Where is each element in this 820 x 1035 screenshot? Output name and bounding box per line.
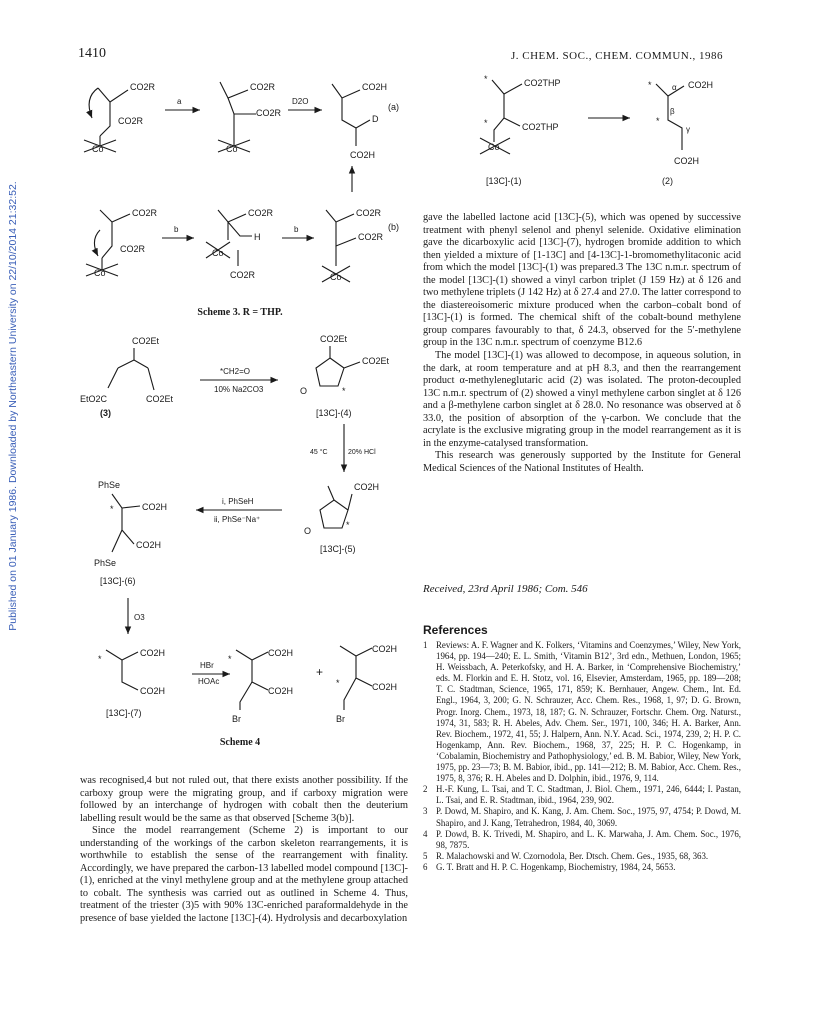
scheme3-label-a: (a) [388,102,399,112]
svg-text:*: * [484,118,488,128]
svg-text:CO2R: CO2R [120,244,146,254]
right-column-text [423,212,741,475]
svg-text:CO2H: CO2H [268,648,294,658]
svg-text:*: * [336,678,340,688]
svg-text:CO2THP: CO2THP [524,78,561,88]
svg-text:CO2H: CO2H [688,80,714,90]
svg-text:CO2R: CO2R [358,232,384,242]
compound-2 [648,80,713,186]
svg-text:CO2R: CO2R [256,108,282,118]
compound-13c-7 [98,648,165,718]
paragraph: was recognised,4 but not ruled out, that there exists another possibility. If the carboxy group were the migrating group, and if carboxy migration were followed by an interchange of hydrogen with cobalt then the deuterium labelling result would be the same as that observed [Scheme 3(b)]. [80,775,408,824]
svg-text:Co: Co [330,272,342,282]
left-column-text [80,775,408,926]
top-right-scheme [470,68,740,198]
svg-text:*: * [648,80,652,90]
reference: 1 Reviews: A. F. Wagner and K. Folkers, ‘Vitamins and Coenzymes,’ Wiley, New York, 1964, pp. 194—240; E. L. Smith, ‘Vitamin B12’, 3rd edn., Methuen, London, 1965; H. Weissbach, A. Peterkofsky, and H. A. Barker, in ‘Comprehensive Biochemistry,’ eds. M. Florkin and E. H. Stotz, vol. 16, Elsevier, Amsterdam, 1965, pp. 189—208; T. C. Stadtman, Science, 1965, 171, 859; K. Bernhauer, Angew. Chem., Int. Ed. Engl., 1964, 3, 200; G. N. Schrauzer, Acc. Chem. Res., 1968, 1, 97; D. G. Brown, Progr. Inorg. Chem., 1973, 18, 187; G. N. Schrauzer, Fortschr. Chem. Org. Naturst., 1974, 31, 583; R. H. Abeles, Adv. Chem. Ser., 1971, 100, 346; H. A. Barker, Ann. Rev. Biochem., 1972, 41, 55; J. Halpern, Ann. N.Y. Acad. Sci., 1974, 239, 2; H. P. C. Hogenkamp, Ann. Rev. Biochem., 1968, 37, 225; H. P. C. Hogenkamp, in ‘Cobalamin, Biochemistry and Pathophysiology,’ ed. B. M. Babior, Wiley, New York, 1975, pp. 23—73; B. M. Babior, ibid., pp. 141—212; B. M. Babior, Acc. Chem. Res., 1975, 8, 376; R. H. Abeles and D. Dolphin, ibid., 1976, 9, 114. [423,640,741,784]
reagent-45c: 45 °C [310,449,328,456]
reference: 5 R. Malachowski and W. Czornodola, Ber. Dtsch. Chem. Ges., 1935, 68, 363. [423,850,709,861]
page-number: 1410 [78,46,106,61]
scheme4-caption: Scheme 4 [219,737,261,748]
scheme3-arrow-b1: b [174,225,179,234]
svg-text:Co: Co [212,248,224,258]
svg-text:PhSe: PhSe [94,558,117,568]
svg-text:CO2H: CO2H [354,482,380,492]
svg-text:Br: Br [336,714,345,724]
svg-text:Co: Co [94,268,106,278]
scheme-4 [72,330,417,730]
svg-text:*: * [484,74,488,84]
scheme3-caption: Scheme 3. R = THP. [197,307,283,318]
svg-text:*: * [228,654,232,664]
scheme3-a-product [332,82,387,160]
svg-text:CO2R: CO2R [250,82,276,92]
scheme-3 [70,70,415,295]
svg-text:CO2R: CO2R [118,116,144,126]
journal-header: J. CHEM. SOC., CHEM. COMMUN., 1986 [511,50,723,62]
svg-text:H: H [254,232,261,242]
svg-text:PhSe: PhSe [98,480,121,490]
svg-text:β: β [670,107,675,116]
reagent-hoac: HOAc [198,677,220,686]
svg-text:CO2Et: CO2Et [320,334,348,344]
svg-text:*: * [656,116,660,126]
svg-text:*: * [342,386,346,396]
reagent-phseh: i, PhSeH [222,497,254,506]
svg-text:[13C]-(1): [13C]-(1) [486,176,522,186]
svg-text:*: * [346,520,350,530]
reagent-o3: O3 [134,613,145,622]
svg-text:D: D [372,114,379,124]
svg-text:O: O [300,386,308,396]
compound-13c-1 [480,74,561,186]
svg-text:*: * [110,504,114,514]
svg-text:CO2H: CO2H [350,150,376,160]
plus-sign: + [316,665,324,679]
svg-text:[13C]-(6): [13C]-(6) [100,576,136,586]
compound-13c-4 [300,334,390,418]
scheme3-b-product [322,208,384,282]
svg-text:CO2R: CO2R [132,208,158,218]
svg-text:α: α [672,83,677,92]
svg-text:CO2H: CO2H [372,682,398,692]
scheme3-b-start [86,208,158,278]
reference: 3 P. Dowd, M. Shapiro, and K. Kang, J. Am. Chem. Soc., 1975, 97, 4754; P. Dowd, M. Shapiro, and J. Kang, Tetrahedron, 1984, 40, 3069. [423,806,741,828]
svg-text:CO2H: CO2H [142,502,168,512]
svg-text:CO2Et: CO2Et [132,336,160,346]
reagent-phsena: ii, PhSe⁻Na⁺ [214,515,261,524]
reference: 6 G. T. Bratt and H. P. C. Hogenkamp, Biochemistry, 1984, 24, 5653. [423,861,676,872]
svg-text:CO2R: CO2R [356,208,382,218]
reagent-hcl: 20% HCl [348,449,376,456]
bromide-product-2 [336,644,397,724]
svg-text:CO2H: CO2H [362,82,388,92]
compound-3 [80,336,174,418]
svg-text:CO2R: CO2R [230,270,256,280]
svg-text:Co: Co [92,144,104,154]
paragraph: gave the labelled lactone acid [13C]-(5), which was opened by successive treatment with phenyl selenol and phenyl selenide. Oxidative elimination gave the dicarboxylic acid [13C]-(7), hydrogen bromide addition to which then yielded a mixture of [1-13C] and [4-13C]-1-bromomethylitaconic acid from which the model [13C]-(1) was prepared.3 The 13C n.m.r. spectrum of the model [13C]-(1) showed a vinyl carbon triplet (J 159 Hz) at δ 126 and two methylene triplets (J 142 Hz) at δ 27.4 and 27.0. The latter correspond to the diastereoisomeric mixture produced when the carbon–cobalt bond of [13C]-(1) is formed. The chemical shift of the cobalt-bound methylene group compares favourably to that, δ 24.3, observed for the 5′-methylene group in the 13C n.m.r. spectrum of coenzyme B12.6 [423,212,741,349]
received-line: Received, 23rd April 1986; Com. 546 [423,583,588,595]
references-list [423,640,741,873]
svg-text:(3): (3) [100,408,111,418]
scheme3-arrow-a: a [177,97,182,106]
paragraph: This research was generously supported by the Institute for General Medical Sciences of the National Institutes of Health. [423,450,741,474]
reagent-ch2o: *CH2=O [220,367,251,376]
svg-text:CO2H: CO2H [140,648,166,658]
svg-text:CO2H: CO2H [140,686,166,696]
scheme3-d2o: D2O [292,97,309,106]
reagent-na2co3: 10% Na2CO3 [214,385,264,394]
svg-text:γ: γ [686,125,690,134]
svg-text:CO2R: CO2R [130,82,156,92]
scheme3-b-intermediate [206,208,274,280]
bromide-product-1 [228,648,293,724]
svg-text:Co: Co [488,142,500,152]
svg-text:CO2THP: CO2THP [522,122,559,132]
scheme3-a-intermediate [218,82,282,154]
svg-text:CO2Et: CO2Et [362,356,390,366]
reference: 2 H.-F. Kung, L. Tsai, and T. C. Stadtman, J. Biol. Chem., 1971, 246, 6444; I. Pastan, L. Tsai, and E. R. Stadtman, ibid., 1964, 239, 902. [423,784,741,806]
reagent-hbr: HBr [200,661,214,670]
paragraph: Since the model rearrangement (Scheme 2) is important to our understanding of the workings of the carbon skeleton rearrangements, it is worthwhile to establish the sense of the rearrangement with finality. Accordingly, we have prepared the carbon-13 labelled model compound [13C]-(1), enriched at the vinyl methylene group and at the methylene group attached to cobalt. The synthesis was carried out as outlined in Scheme 4. Thus, treatment of the triester (3)5 with 90% 13C-enriched paraformaldehyde in the presence of base yielded the lactone [13C]-(4). Hydrolysis and decarboxylation [80,825,408,925]
svg-text:Br: Br [232,714,241,724]
svg-text:Co: Co [226,144,238,154]
compound-13c-6 [94,480,167,586]
download-watermark: Published on 01 January 1986. Downloaded by Northeastern University on 22/10/2014 21:32:52. [7,181,19,631]
svg-text:(2): (2) [662,176,673,186]
svg-text:CO2Et: CO2Et [146,394,174,404]
scheme3-a-start [84,82,156,154]
svg-text:EtO2C: EtO2C [80,394,108,404]
svg-text:CO2H: CO2H [674,156,700,166]
svg-text:[13C]-(7): [13C]-(7) [106,708,142,718]
scheme3-arrow-b2: b [294,225,299,234]
reference: 4 P. Dowd, B. K. Trivedi, M. Shapiro, and L. K. Marwaha, J. Am. Chem. Soc., 1976, 98, 7875. [423,828,741,850]
paragraph: The model [13C]-(1) was allowed to decompose, in aqueous solution, in the dark, at room temperature and at pH 8.3, and then the rearrangement product α-methyleneglutaric acid (2) was isolated. The proton-decoupled 13C n.m.r. spectrum of (2) showed a vinyl methylene carbon singlet at δ 126 and a β-methylene carbon singlet at δ 28.0. No resonance was observed at δ 33.0, the position of absorption of the γ-carbon. We conclude that the acrylate is the exclusive migrating group in the model rearrangement as it is in the enzyme-catalysed transformation. [423,350,741,449]
svg-text:*: * [98,654,102,664]
svg-text:[13C]-(5): [13C]-(5) [320,544,356,554]
svg-text:CO2H: CO2H [268,686,294,696]
svg-text:O: O [304,526,312,536]
svg-text:CO2R: CO2R [248,208,274,218]
compound-13c-5 [304,482,379,554]
references-heading: References [423,623,488,637]
scheme3-label-b: (b) [388,222,399,232]
svg-text:[13C]-(4): [13C]-(4) [316,408,352,418]
svg-text:CO2H: CO2H [372,644,398,654]
svg-text:CO2H: CO2H [136,540,162,550]
